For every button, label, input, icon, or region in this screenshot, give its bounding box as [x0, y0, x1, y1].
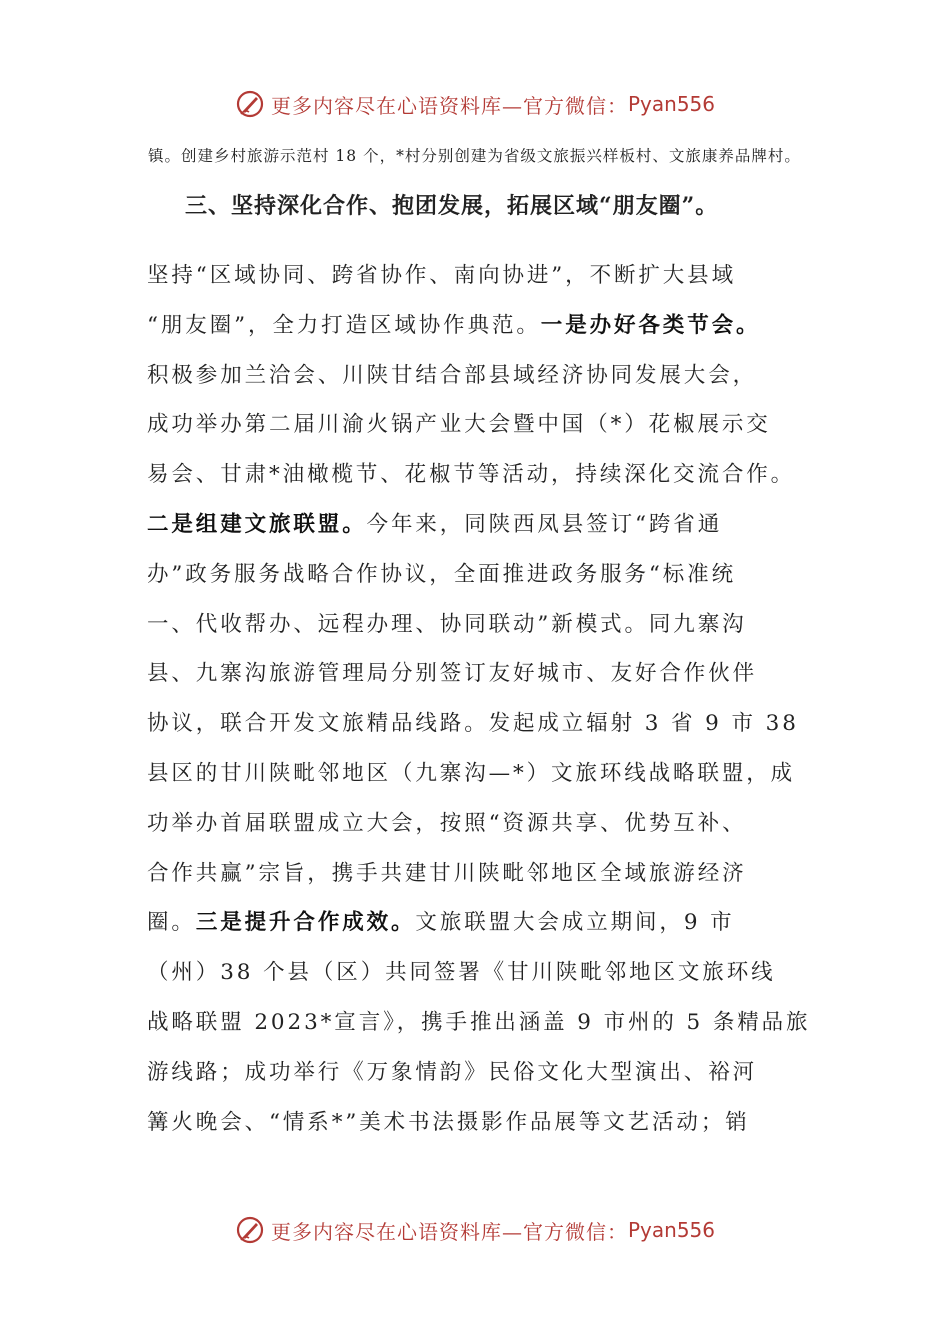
body-line: 县区的甘川陕毗邻地区（九寨沟—*）文旅环线战略联盟，成 — [147, 760, 796, 786]
body-line: “朋友圈”，全力打造区域协作典范。一是办好各类节会。 — [147, 312, 761, 338]
body-line: 战略联盟 2023*宣言》，携手推出涵盖 9 市州的 5 条精品旅 — [147, 1009, 811, 1035]
pen-logo-icon — [235, 89, 265, 119]
pen-logo-icon — [235, 1215, 265, 1245]
body-line: 县、九寨沟旅游管理局分别签订友好城市、友好合作伙伴 — [147, 661, 758, 687]
body-line: （州）38 个县（区）共同签署《甘川陕毗邻地区文旅环线 — [147, 960, 776, 986]
banner-text: 更多内容尽在心语资料库—官方微信： — [270, 93, 628, 118]
body-line: 功举办首届联盟成立大会，按照“资源共享、优势互补、 — [147, 810, 747, 836]
banner-wechat-id: Pyan556 — [627, 1218, 715, 1242]
bold-lead: 一是办好各类节会。 — [540, 312, 761, 338]
body-line: 积极参加兰洽会、川陕甘结合部县域经济协同发展大会， — [147, 362, 758, 388]
body-text — [147, 256, 817, 1152]
footer-banner — [0, 1210, 950, 1250]
body-line: 办”政务服务战略合作协议，全面推进政务服务“标准统 — [147, 561, 736, 587]
bold-lead: 三是提升合作成效。 — [195, 910, 416, 936]
body-line: 坚持“区域协同、跨省协作、南向协进”，不断扩大县域 — [147, 263, 736, 288]
body-line: 二是组建文旅联盟。今年来，同陕西凤县签订“跨省通 — [147, 511, 723, 537]
banner-text: 更多内容尽在心语资料库—官方微信： — [270, 1219, 628, 1244]
body-line: 圈。三是提升合作成效。文旅联盟大会成立期间，9 市 — [147, 910, 735, 936]
body-line: 一、代收帮办、远程办理、协同联动”新模式。同九寨沟 — [147, 611, 747, 637]
intro-paragraph: 镇。创建乡村旅游示范村 18 个，*村分别创建为省级文旅振兴样板村、文旅康养品牌村。 — [148, 147, 801, 165]
banner-wechat-id: Pyan556 — [627, 92, 715, 116]
body-line: 合作共赢”宗旨，携手共建甘川陕毗邻地区全域旅游经济 — [147, 860, 747, 886]
section-heading: 三、坚持深化合作、抱团发展，拓展区域“朋友圈”。 — [185, 193, 719, 219]
body-line: 协议，联合开发文旅精品线路。发起成立辐射 3 省 9 市 38 — [147, 711, 799, 737]
body-line: 篝火晚会、“情系*”美术书法摄影作品展等文艺活动；销 — [147, 1109, 750, 1135]
bold-lead: 二是组建文旅联盟。 — [147, 511, 367, 537]
header-banner — [0, 84, 950, 124]
body-line: 易会、甘肃*油橄榄节、花椒节等活动，持续深化交流合作。 — [147, 462, 796, 488]
body-line: 成功举办第二届川渝火锅产业大会暨中国（*）花椒展示交 — [147, 412, 771, 438]
body-line: 游线路；成功举行《万象情韵》民俗文化大型演出、裕河 — [147, 1059, 758, 1085]
